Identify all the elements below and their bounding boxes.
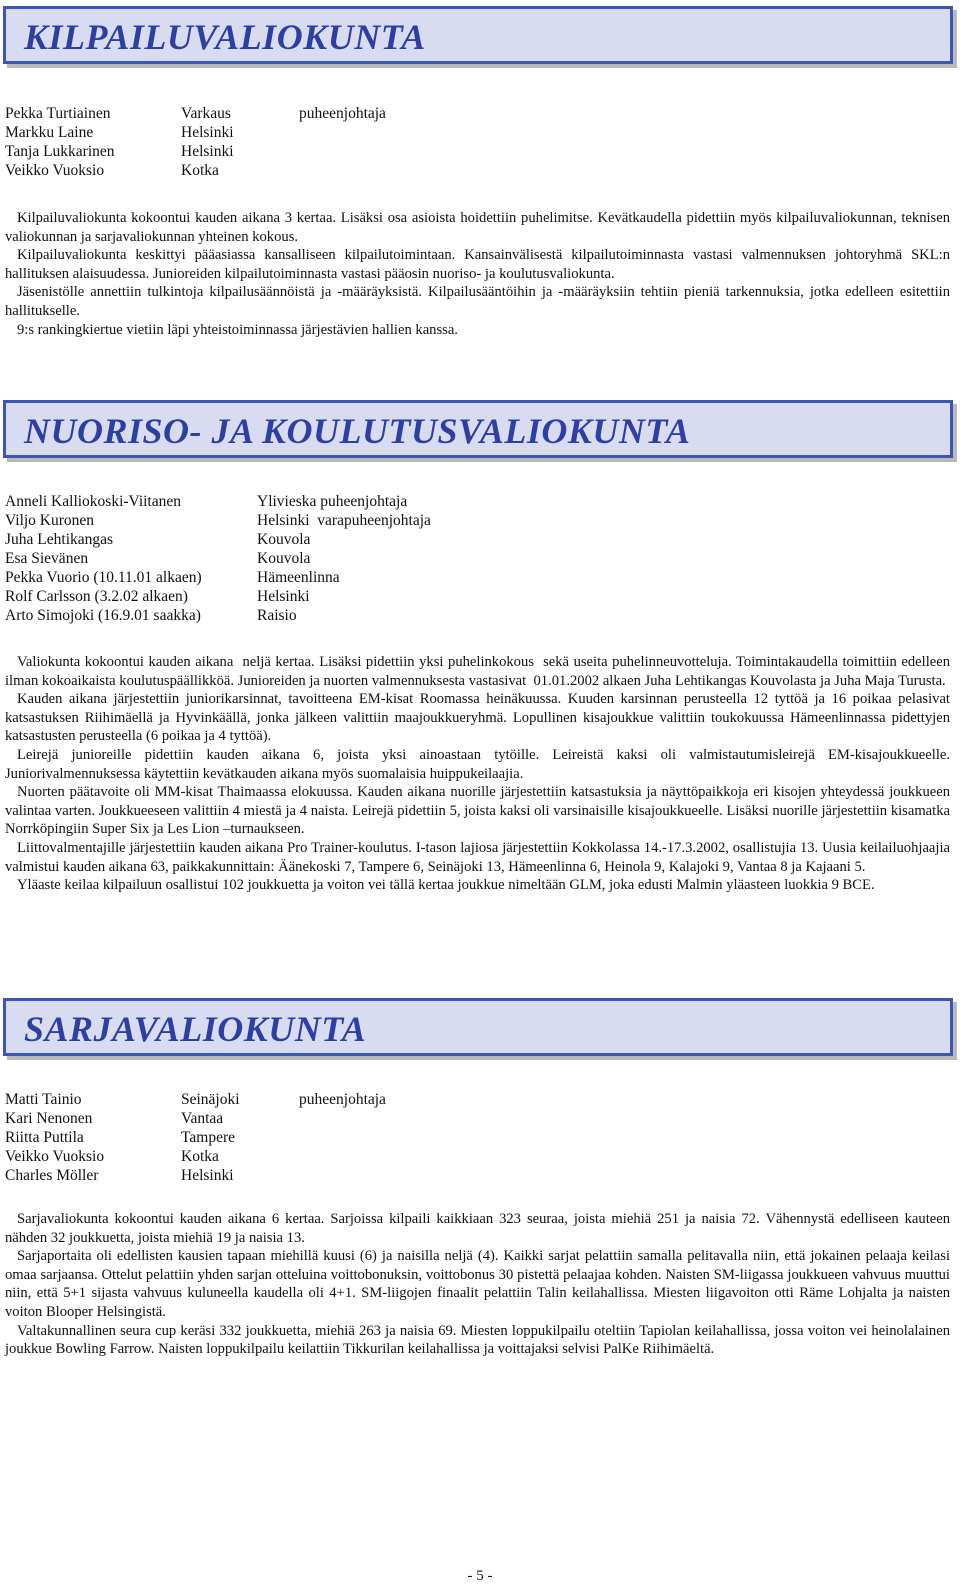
paragraph: Kilpailuvaliokunta kokoontui kauden aikana 3 kertaa. Lisäksi osa asioista hoidettiin puhelimitse. Kevätkaudella pidettiin myös kilpailuvaliokunnan, teknisen valiokunnan ja sarjavaliokunnan yhteinen kokous. xyxy=(5,210,950,245)
member-row xyxy=(5,161,386,180)
section-title: SARJAVALIOKUNTA xyxy=(24,1009,367,1049)
member-row xyxy=(5,587,431,606)
member-role: puheenjohtaja xyxy=(299,1091,386,1108)
member-role xyxy=(299,1166,386,1185)
paragraph: Sarjavaliokunta kokoontui kauden aikana 6 kertaa. Sarjoissa kilpaili kaikkiaan 323 seuraa, joista miehiä 251 ja naisia 72. Vähennystä edelliseen kauteen nähden 32 joukkuetta, joista miehiä 19 ja naisia 13. xyxy=(5,1211,950,1246)
member-name: Veikko Vuoksio xyxy=(5,162,105,179)
member-city: Varkaus xyxy=(181,105,231,122)
member-name: Veikko Vuoksio xyxy=(5,1148,105,1165)
member-name: Pekka Turtiainen xyxy=(5,105,111,122)
member-row xyxy=(5,1109,386,1128)
member-row xyxy=(5,568,431,587)
member-role: puheenjohtaja xyxy=(299,105,386,122)
member-row xyxy=(5,123,386,142)
member-role xyxy=(299,123,386,142)
member-name: Tanja Lukkarinen xyxy=(5,143,115,160)
member-role xyxy=(299,1128,386,1147)
section-body-kilpailuvaliokunta xyxy=(5,209,950,339)
member-city: Helsinki varapuheenjohtaja xyxy=(257,512,431,529)
member-city: Seinäjoki xyxy=(181,1091,240,1108)
member-city: Helsinki xyxy=(181,1167,234,1184)
member-city: Kouvola xyxy=(257,531,311,548)
section-banner-kilpailuvaliokunta xyxy=(3,6,953,64)
paragraph: 9:s rankingkiertue vietiin läpi yhteistoiminnassa järjestävien hallien kanssa. xyxy=(17,321,458,338)
member-city: Tampere xyxy=(181,1129,235,1146)
paragraph: Nuorten päätavoite oli MM-kisat Thaimaassa elokuussa. Kauden aikana nuorille järjestettiin katsastuksia ja näyttöpaikkoja eri kisojen yhteydessä joukkueen valintaa varten. Joukkueeseen valittiin 4 miestä ja 4 naista. Leirejä pidettiin 5, joista kaksi oli varsinaisille kisajoukkueelle. Lisäksi nuorille järjestettiin kisamatka Norrköpingiin Super Six ja Les Lion –turnaukseen. xyxy=(5,784,950,838)
member-name: Juha Lehtikangas xyxy=(5,531,114,548)
paragraph: Yläaste keilaa kilpailuun osallistui 102 joukkuetta ja voiton vei tällä kertaa joukkue nimeltään GLM, joka edusti Malmin yläasteen luokkia 9 BCE. xyxy=(17,877,875,894)
paragraph: Kilpailuvaliokunta keskittyi pääasiassa kansalliseen kilpailutoimintaan. Kansainvälisestä kilpailutoiminnasta vastasi valmennuksen johtoryhmä SKL:n hallituksen alaisuudessa. Junioreiden kilpailutoiminnasta vastasi pääosin nuoriso- ja koulutusvaliokunta. xyxy=(5,247,950,282)
member-city: Ylivieska puheenjohtaja xyxy=(257,493,408,510)
member-role xyxy=(299,142,386,161)
member-name: Riitta Puttila xyxy=(5,1129,84,1146)
member-row xyxy=(5,530,431,549)
member-name: Rolf Carlsson (3.2.02 alkaen) xyxy=(5,588,188,605)
member-city: Helsinki xyxy=(181,143,234,160)
member-row xyxy=(5,492,431,511)
member-city: Helsinki xyxy=(181,124,234,141)
member-row xyxy=(5,142,386,161)
paragraph: Valiokunta kokoontui kauden aikana neljä kertaa. Lisäksi pidettiin yksi puhelinkokous sekä useita puhelinneuvotteluja. Toimintakaudella toimittiin edelleen ilman kokoaikaista koulutuspäällikköä. Junioreiden ja nuorten valmennuksesta vastasivat 01.01.2002 alkaen Juha Lehtikangas Kouvolasta ja Juha Maja Turusta. xyxy=(5,654,954,689)
member-city: Hämeenlinna xyxy=(257,569,340,586)
member-city: Kotka xyxy=(181,162,219,179)
section-body-nuoriso xyxy=(5,653,954,895)
member-row xyxy=(5,104,386,123)
member-role xyxy=(299,161,386,180)
member-row xyxy=(5,549,431,568)
paragraph: Liittovalmentajille järjestettiin kauden aikana Pro Trainer-koulutus. I-tason lajiosa järjestettiin Kokkolassa 14.-17.3.2002, osallistujia 13. Uusia keilailuohjaajia valmistui kauden aikana 63, paikkakunnittain: Äänekoski 7, Tampere 6, Seinäjoki 13, Hämeenlinna 6, Heinola 9, Kalajoki 9, Vantaa 8 ja Kajaani 5. xyxy=(5,839,950,875)
member-row xyxy=(5,1147,386,1166)
member-name: Arto Simojoki (16.9.01 saakka) xyxy=(5,607,201,624)
member-name: Viljo Kuronen xyxy=(5,512,95,529)
member-row xyxy=(5,1090,386,1109)
members-table-nuoriso xyxy=(5,492,431,625)
member-name: Markku Laine xyxy=(5,124,94,141)
section-title: NUORISO- JA KOULUTUSVALIOKUNTA xyxy=(24,411,691,451)
page-number: - 5 - xyxy=(467,1568,493,1584)
member-role xyxy=(299,1147,386,1166)
paragraph: Leirejä junioreille pidettiin kauden aikana 6, joista yksi ainoastaan tytöille. Leireistä kaksi oli valmistautumisleirejä EM-kisajoukkueelle. Juniorivalmennuksessa käytettiin kevätkauden aikana myös suomalaisia huippukeilaajia. xyxy=(5,746,950,782)
member-name: Anneli Kalliokoski-Viitanen xyxy=(5,493,181,510)
member-name: Matti Tainio xyxy=(5,1091,82,1108)
member-row xyxy=(5,1128,386,1147)
paragraph: Jäsenistölle annettiin tulkintoja kilpailusäännöistä ja -määräyksistä. Kilpailusääntöihin ja -määräyksiin tehtiin pieniä tarkennuksia, jotka edelleen esitettiin hallitukselle. xyxy=(5,284,950,319)
member-name: Pekka Vuorio (10.11.01 alkaen) xyxy=(5,569,202,586)
member-row xyxy=(5,511,431,530)
member-row xyxy=(5,1166,386,1185)
section-title: KILPAILUVALIOKUNTA xyxy=(24,17,426,57)
section-body-sarjavaliokunta xyxy=(5,1210,950,1359)
paragraph: Kauden aikana järjestettiin juniorikarsinnat, tavoitteena EM-kisat Roomassa heinäkuussa. Kuuden karsinnan perusteella 12 tyttöä ja 16 poikaa pelasivat katsastuksen Riihimäellä ja Hyvinkäällä, jonka jälkeen valittiin maajoukkueryhmä. Lopullinen kisajoukkue valittiin toukokuussa Hämeenlinnassa pidettyjen katsastusten perusteella (6 poikaa ja 4 tyttöä). xyxy=(5,691,950,745)
member-name: Kari Nenonen xyxy=(5,1110,93,1127)
members-table-sarjavaliokunta xyxy=(5,1090,386,1185)
member-city: Kotka xyxy=(181,1148,219,1165)
section-banner-sarjavaliokunta xyxy=(3,998,953,1056)
member-city: Kouvola xyxy=(257,550,311,567)
member-role xyxy=(299,1109,386,1128)
member-city: Vantaa xyxy=(181,1110,224,1127)
paragraph: Sarjaportaita oli edellisten kausien tapaan miehillä kuusi (6) ja naisilla neljä (4). Kaikki sarjat pelattiin samalla pelitavalla niin, että jokainen pelaaja keilasi omaa sarjaansa. Ottelut pelattiin yhden sarjan otteluina voittobonuksin, voittobonus 30 pistettä pelaajaa kohden. Naisten SM-liigassa joukkueen vahvuus muuttui niin, että 5+1 sijasta vahvuus kuluneella kaudella oli 4+1. SM-liigojen finaalit pelattiin Talin keilahallissa. Miesten liigavoiton otti Räme Lohjalta ja naisten voiton Blooper Helsingistä. xyxy=(5,1248,950,1320)
member-city: Helsinki xyxy=(257,588,310,605)
section-banner-nuoriso xyxy=(3,400,953,458)
members-table-kilpailuvaliokunta xyxy=(5,104,386,180)
member-name: Charles Möller xyxy=(5,1167,99,1184)
member-name: Esa Sievänen xyxy=(5,550,89,567)
member-city: Raisio xyxy=(257,607,297,624)
paragraph: Valtakunnallinen seura cup keräsi 332 joukkuetta, miehiä 263 ja naisia 69. Miesten loppukilpailu oteltiin Tapiolan keilahallissa, jossa voiton vei heinolalainen joukkue Bowling Farrow. Naisten loppukilpailu keilattiin Tikkurilan keilahallissa ja voittajaksi selvisi PalKe Riihimäeltä. xyxy=(5,1322,950,1358)
member-row xyxy=(5,606,431,625)
